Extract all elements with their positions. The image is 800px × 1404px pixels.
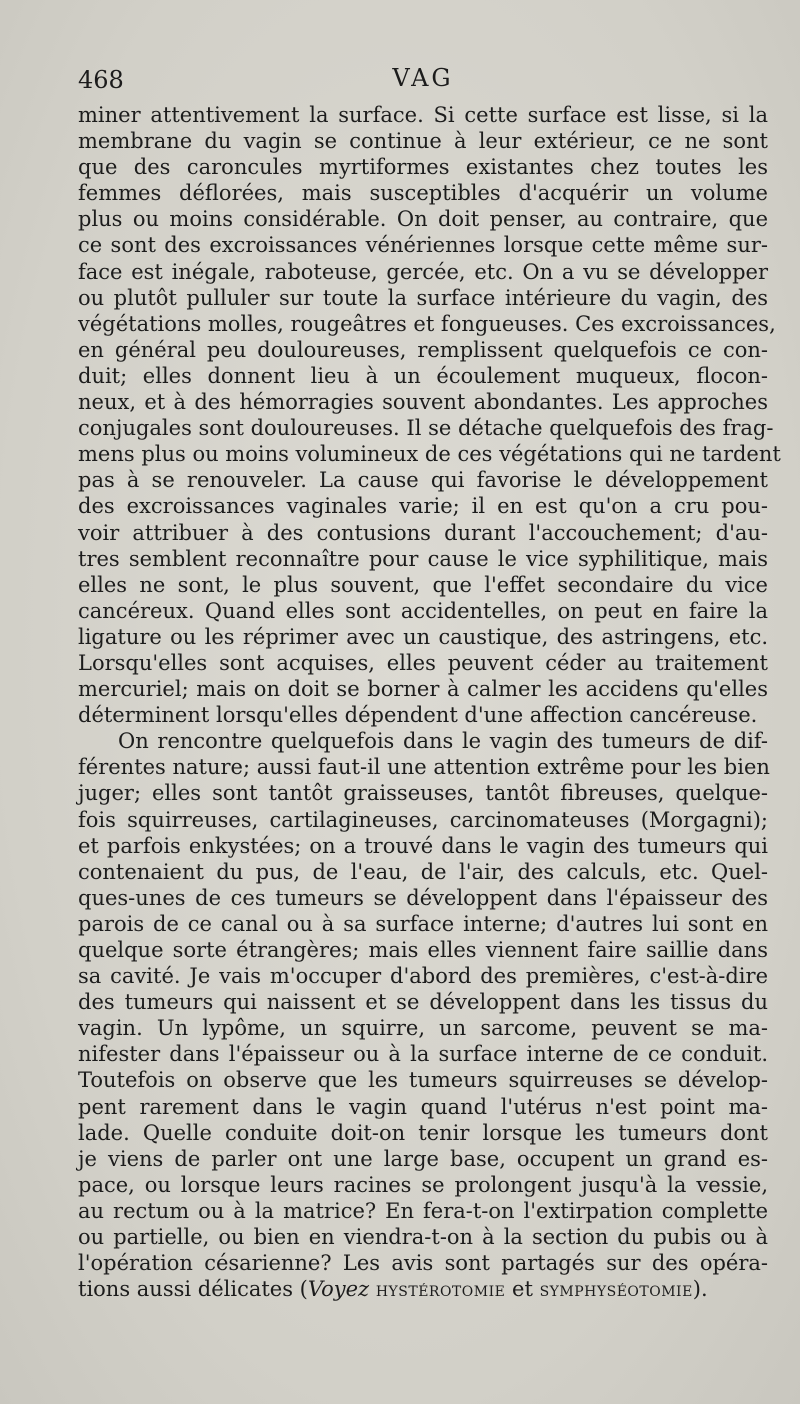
text-line: membrane du vagin se continue à leur extérieur, ce ne sont [78,129,768,154]
text-line: déterminent lorsqu'elles dépendent d'une affection cancéreuse. [78,703,758,728]
text-line: ce sont des excroissances vénériennes lorsque cette même sur- [78,233,768,258]
text-line: mercuriel; mais on doit se borner à calmer les accidens qu'elles [78,677,768,702]
text-line: végétations molles, rougeâtres et fongueuses. Ces excroissances, [78,311,776,336]
page-number: 468 [78,66,124,94]
running-head: VAG [392,64,454,92]
text-line: neux, et à des hémorragies souvent abondantes. Les approches [78,390,768,415]
text-line: fois squirreuses, cartilagineuses, carcinomateuses (Morgagni); [78,807,768,832]
text-line: ou partielle, ou bien en viendra-t-on à la section du pubis ou à [78,1225,768,1250]
final-line-and: et [505,1277,540,1302]
text-line: plus ou moins considérable. On doit penser, au contraire, que [78,207,768,232]
text-line: contenaient du pus, de l'eau, de l'air, des calculs, etc. Quel- [78,859,768,884]
text-line: femmes déflorées, mais susceptibles d'acquérir un volume [78,181,768,206]
text-line: conjugales sont douloureuses. Il se détache quelquefois des frag- [78,416,774,441]
text-line: sa cavité. Je vais m'occuper d'abord des premières, c'est-à-dire [78,964,768,989]
text-line: nifester dans l'épaisseur ou à la surface interne de ce conduit. [78,1042,768,1067]
text-line: On rencontre quelquefois dans le vagin des tumeurs de dif- [118,729,768,754]
text-line: que des caroncules myrtiformes existantes chez toutes les [78,155,768,180]
text-line: et parfois enkystées; on a trouvé dans le vagin des tumeurs qui [78,833,768,858]
text-line: elles ne sont, le plus souvent, que l'effet secondaire du vice [78,572,768,597]
text-line: tres semblent reconnaître pour cause le vice syphilitique, mais [78,546,768,571]
voyez-reference: Voyez [307,1277,370,1302]
text-line: au rectum ou à la matrice? En fera-t-on l'extirpation complette [78,1198,768,1223]
text-line: vagin. Un lypôme, un squirre, un sarcome, peuvent se ma- [78,1016,768,1041]
text-line: parois de ce canal ou à sa surface interne; d'autres lui sont en [78,911,768,936]
text-line: lade. Quelle conduite doit-on tenir lorsque les tumeurs dont [78,1120,768,1145]
text-line: pas à se renouveler. La cause qui favorise le développement [78,468,768,493]
text-line: pent rarement dans le vagin quand l'utérus n'est point ma- [78,1094,768,1119]
text-line-final [78,1276,768,1302]
text-line: mens plus ou moins volumineux de ces végétations qui ne tardent [78,442,781,467]
text-line: des tumeurs qui naissent et se développent dans les tissus du [78,990,768,1015]
text-line: l'opération césarienne? Les avis sont partagés sur des opéra- [78,1251,768,1276]
text-line: ou plutôt pulluler sur toute la surface intérieure du vagin, des [78,285,768,310]
text-line: cancéreux. Quand elles sont accidentelles, on peut en faire la [78,598,768,623]
final-line-close: ). [692,1277,708,1302]
text-line: duit; elles donnent lieu à un écoulement muqueux, flocon- [78,363,768,388]
text-line: en général peu douloureuses, remplissent quelquefois ce con- [78,337,768,362]
text-line: des excroissances vaginales varie; il en est qu'on a cru pou- [78,494,768,519]
text-line: quelque sorte étrangères; mais elles viennent faire saillie dans [78,938,768,962]
cross-reference-hysterotomie: HYSTÉROTOMIE [375,1284,506,1301]
text-line: face est inégale, raboteuse, gercée, etc. On a vu se développer [78,259,768,284]
text-line: je viens de parler ont une large base, occupent un grand es- [78,1146,768,1171]
text-line: voir attribuer à des contusions durant l'accouchement; d'au- [78,520,768,545]
cross-reference-symphyseotomie: SYMPHYSÉOTOMIE [539,1284,693,1301]
text-line: ligature ou les réprimer avec un caustique, des astringens, etc. [78,624,768,649]
text-line: miner attentivement la surface. Si cette surface est lisse, si la [78,103,768,127]
page-header [78,64,768,98]
text-line: Lorsqu'elles sont acquises, elles peuvent céder au traitement [78,650,768,675]
text-line: juger; elles sont tantôt graisseuses, tantôt fibreuses, quelque- [78,781,768,806]
final-line-text: tions aussi délicates ( [78,1277,308,1302]
text-line: Toutefois on observe que les tumeurs squirreuses se dévelop- [78,1068,768,1093]
text-line: ques-unes de ces tumeurs se développent dans l'épaisseur des [78,885,768,910]
text-line: férentes nature; aussi faut-il une attention extrême pour les bien [78,755,770,780]
text-line: pace, ou lorsque leurs racines se prolongent jusqu'à la vessie, [78,1172,768,1197]
body-text [78,102,781,1302]
